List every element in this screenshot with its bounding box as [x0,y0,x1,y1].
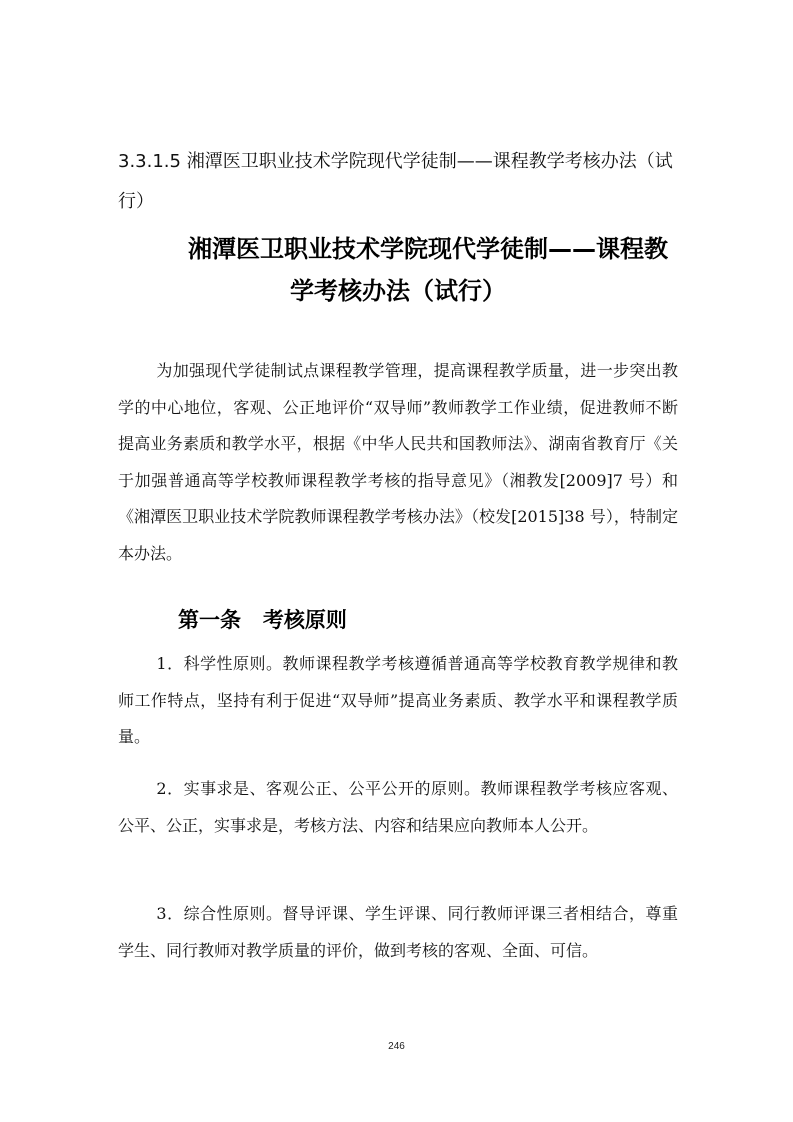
principle-item-1: 1．科学性原则。教师课程教学考核遵循普通高等学校教育教学规律和教师工作特点，坚持有利于促进“双导师”提高业务素质、教学水平和课程教学质量。 [118,654,678,746]
section-heading: 3.3.1.5 湘潭医卫职业技术学院现代学徒制——课程教学考核办法（试行） [118,151,673,212]
intro-paragraph: 为加强现代学徒制试点课程教学管理，提高课程教学质量，进一步突出教学的中心地位，客观、公正地评价“双导师”教师教学工作业绩，促进教师不断提高业务素质和教学水平，根据《中华人民共和国教师法》、湖南省教育厅《关于加强普通高等学校教师课程教学考核的指导意见》（湘教发[2009]7 号）和《湘潭医卫职业技术学院教师课程教学考核办法》（校发[2015]38 号），特制定本办法。 [118,361,678,563]
document-title-line-2: 学考核办法（试行） [290,277,506,305]
article-1-heading: 第一条 考核原则 [178,608,347,632]
page-number: 246 [388,1041,405,1052]
document-title [118,228,678,312]
document-title-line-1: 湘潭医卫职业技术学院现代学徒制——课程教 [188,235,668,263]
principle-item-2: 2．实事求是、客观公正、公平公开的原则。教师课程教学考核应客观、公平、公正，实事求是，考核方法、内容和结果应向教师本人公开。 [118,779,678,835]
principle-item-3: 3．综合性原则。督导评课、学生评课、同行教师评课三者相结合，尊重学生、同行教师对教学质量的评价，做到考核的客观、全面、可信。 [118,904,678,960]
